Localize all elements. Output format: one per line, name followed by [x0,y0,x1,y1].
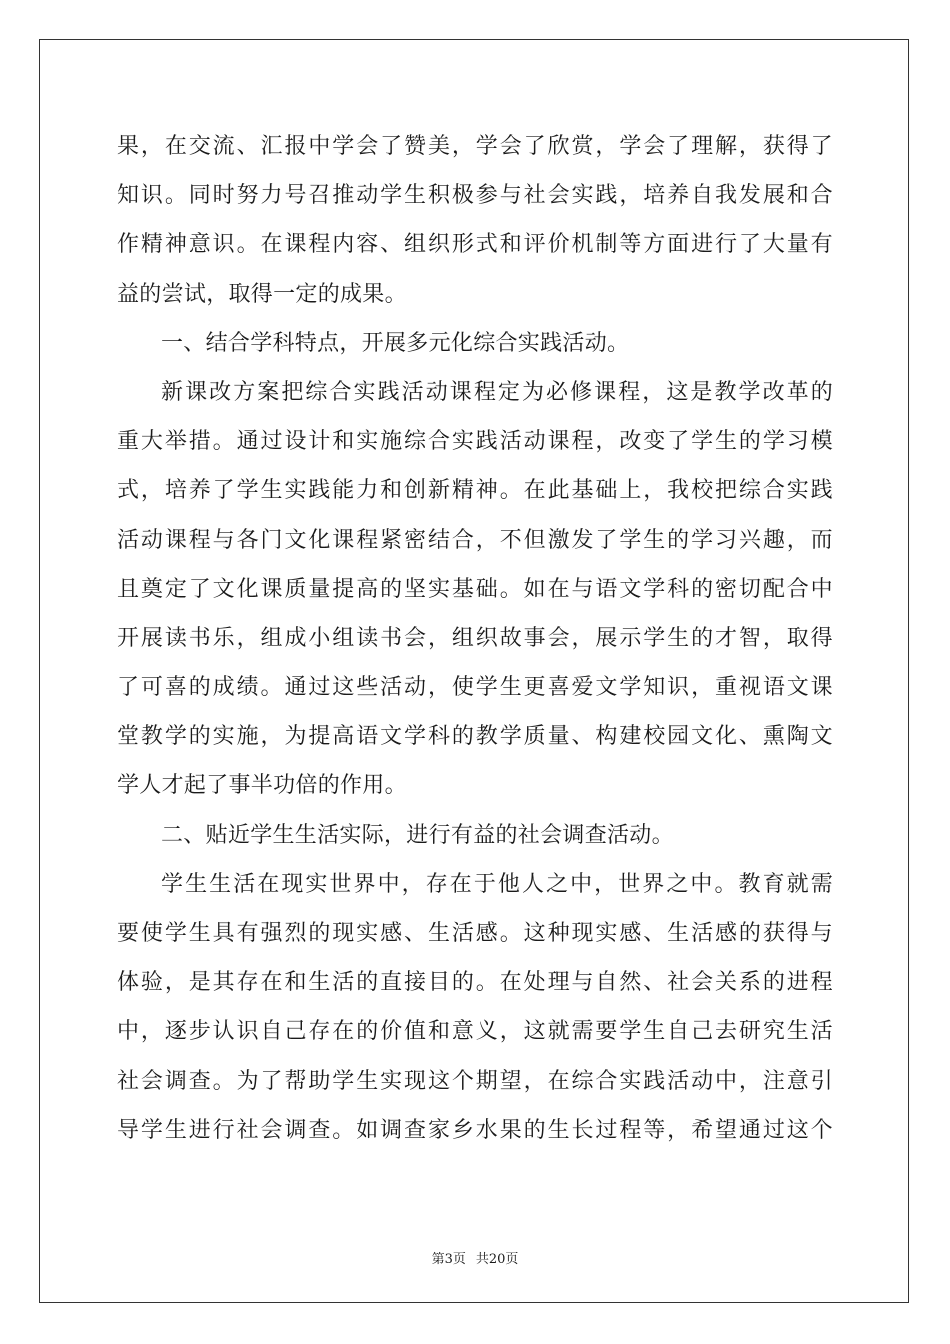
text-line: 体验，是其存在和生活的直接目的。在处理与自然、社会关系的进程 [117,970,833,996]
text-line: 导学生进行社会调查。如调查家乡水果的生长过程等，希望通过这个 [117,1117,833,1143]
text-line: 中，逐步认识自己存在的价值和意义，这就需要学生自己去研究生活 [117,1019,833,1045]
text-line: 且奠定了文化课质量提高的坚实基础。如在与语文学科的密切配合中 [117,576,833,602]
text-line: 开展读书乐，组成小组读书会，组织故事会，展示学生的才智，取得 [117,625,833,651]
page-number-total: 共20页 [475,1252,519,1267]
document-body [117,122,833,1155]
section-heading: 一、结合学科特点，开展多元化综合实践活动。 [161,330,630,356]
text-line: 益的尝试，取得一定的成果。 [117,281,407,307]
text-line: 了可喜的成绩。通过这些活动，使学生更喜爱文学知识，重视语文课 [117,675,833,701]
page-footer [0,1248,950,1267]
text-line: 要使学生具有强烈的现实感、生活感。这种现实感、生活感的获得与 [117,921,833,946]
text-line: 知识。同时努力号召推动学生积极参与社会实践，培养自我发展和合 [117,183,833,209]
text-line: 学人才起了事半功倍的作用。 [117,773,407,799]
text-line: 社会调查。为了帮助学生实现这个期望，在综合实践活动中，注意引 [117,1068,833,1094]
text-line: 重大举措。通过设计和实施综合实践活动课程，改变了学生的学习模 [117,429,833,455]
text-line: 果，在交流、汇报中学会了赞美，学会了欣赏，学会了理解，获得了 [117,134,833,159]
section-heading: 二、贴近学生生活实际，进行有益的社会调查活动。 [161,822,674,848]
text-line: 作精神意识。在课程内容、组织形式和评价机制等方面进行了大量有 [117,232,833,258]
text-line: 式，培养了学生实践能力和创新精神。在此基础上，我校把综合实践 [117,478,833,504]
page-number-current: 第3页 [431,1252,466,1267]
text-line: 学生生活在现实世界中，存在于他人之中，世界之中。教育就需 [161,871,833,897]
text-line: 新课改方案把综合实践活动课程定为必修课程，这是教学改革的 [161,379,833,405]
text-line: 堂教学的实施，为提高语文学科的教学质量、构建校园文化、熏陶文 [117,724,833,750]
text-line: 活动课程与各门文化课程紧密结合，不但激发了学生的学习兴趣，而 [117,527,833,553]
